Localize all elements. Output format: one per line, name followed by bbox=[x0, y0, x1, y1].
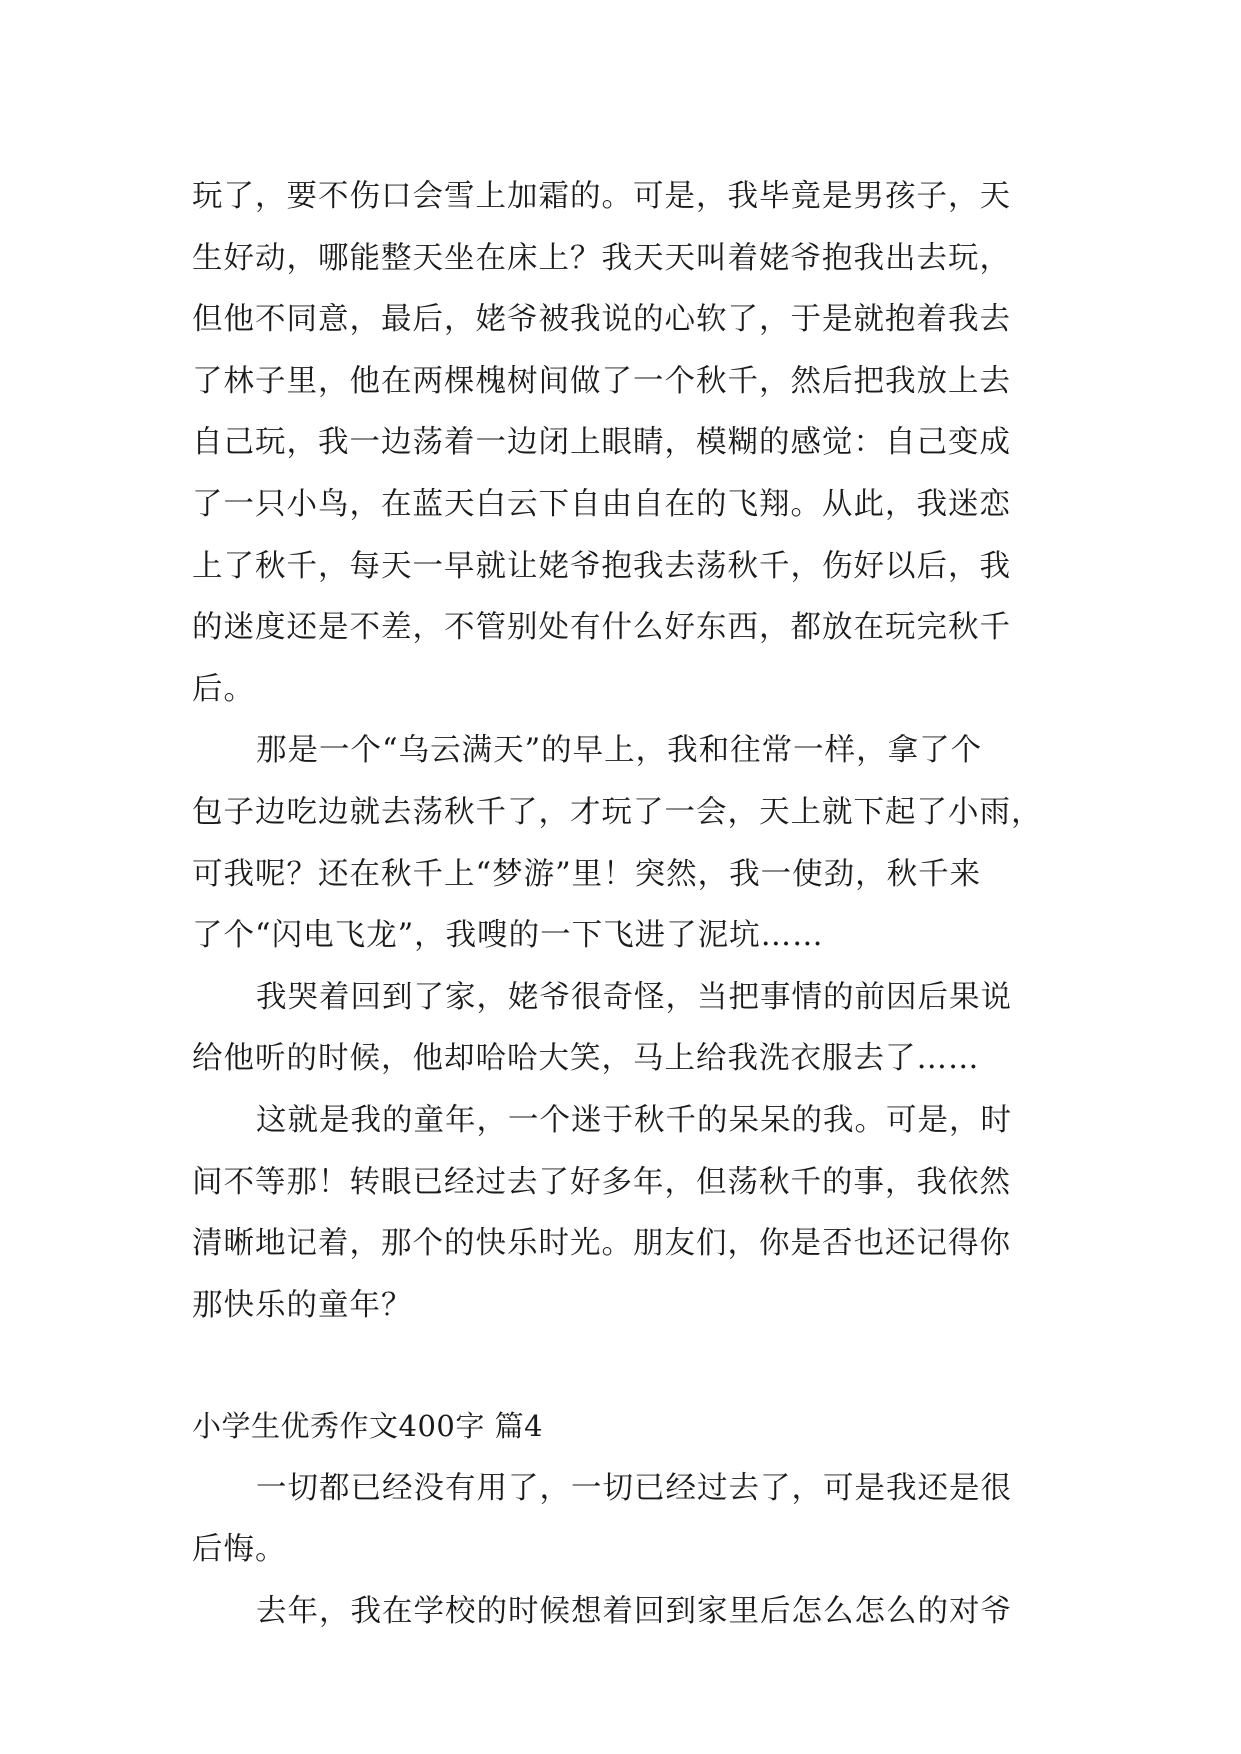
text-line: 可我呢？还在秋千上“梦游”里！突然，我一使劲，秋千来 bbox=[192, 856, 982, 892]
text-line: 清晰地记着，那个的快乐时光。朋友们，你是否也还记得你 bbox=[192, 1226, 1011, 1262]
paragraph-first-line: 去年，我在学校的时候想着回到家里后怎么怎么的对爷 bbox=[256, 1594, 1012, 1630]
paragraph-first-line: 我哭着回到了家，姥爷很奇怪，当把事情的前因后果说 bbox=[256, 979, 1012, 1015]
text-line: 但他不同意，最后，姥爷被我说的心软了，于是就抱着我去 bbox=[192, 302, 1011, 338]
text-line: 后悔。 bbox=[192, 1532, 287, 1568]
text-line: 间不等那！转眼已经过去了好多年，但荡秋千的事，我依然 bbox=[192, 1164, 1011, 1200]
text-line: 了一只小鸟，在蓝天白云下自由自在的飞翔。从此，我迷恋 bbox=[192, 486, 1011, 522]
text-line: 了林子里，他在两棵槐树间做了一个秋千，然后把我放上去 bbox=[192, 363, 1011, 399]
text-line: 那快乐的童年？ bbox=[192, 1287, 413, 1323]
text-line: 后。 bbox=[192, 671, 255, 707]
text-line: 上了秋千，每天一早就让姥爷抱我去荡秋千，伤好以后，我 bbox=[192, 548, 1011, 584]
text-line: 玩了，要不伤口会雪上加霜的。可是，我毕竟是男孩子，天 bbox=[192, 179, 1011, 214]
paragraph-first-line: 那是一个“乌云满天”的早上，我和往常一样，拿了个 bbox=[256, 733, 983, 769]
text-line: 生好动，哪能整天坐在床上？我天天叫着姥爷抱我出去玩， bbox=[192, 240, 1011, 276]
paragraph-first-line: 一切都已经没有用了，一切已经过去了，可是我还是很 bbox=[256, 1470, 1012, 1506]
text-line: 的迷度还是不差，不管别处有什么好东西，都放在玩完秋千 bbox=[192, 610, 1011, 646]
paragraph-first-line: 这就是我的童年，一个迷于秋千的呆呆的我。可是，时 bbox=[256, 1102, 1012, 1138]
text-line: 自己玩，我一边荡着一边闭上眼睛，模糊的感觉：自己变成 bbox=[192, 425, 1011, 461]
text-line: 包子边吃边就去荡秋千了，才玩了一会，天上就下起了小雨， bbox=[192, 794, 1043, 830]
text-line: 给他听的时候，他却哈哈大笑，马上给我洗衣服去了…… bbox=[192, 1041, 980, 1077]
text-line: 了个“闪电飞龙”，我嗖的一下飞进了泥坑…… bbox=[192, 918, 824, 954]
section-heading: 小学生优秀作文400字 篇4 bbox=[192, 1409, 544, 1444]
section-spacer bbox=[192, 1336, 1054, 1396]
essay-body bbox=[192, 166, 1054, 1643]
